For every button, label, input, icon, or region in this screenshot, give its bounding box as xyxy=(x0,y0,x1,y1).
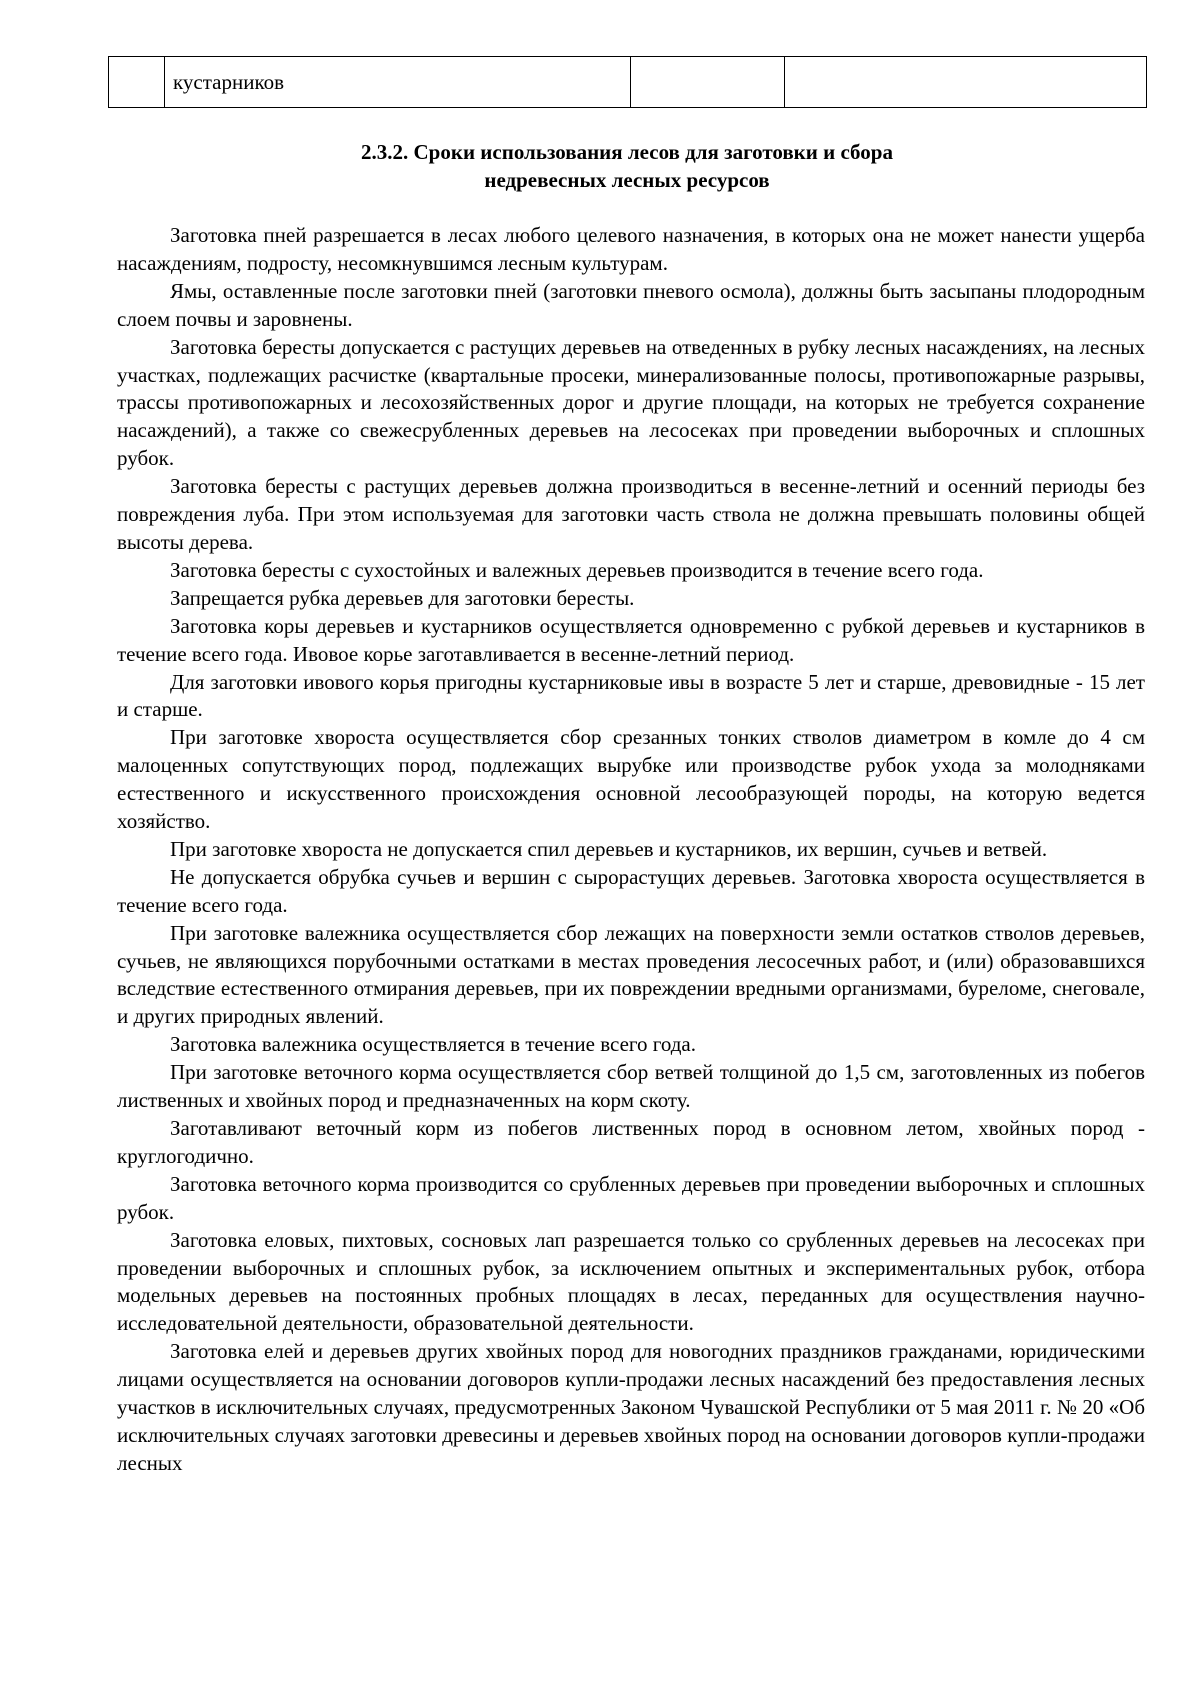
paragraph: Заготовка елей и деревьев других хвойных пород для новогодних праздников гражданами, юридическими лицами осуществляется на основании договоров купли-продажи лесных насаждений без предоставления лесных участков в исключительных случаях, предусмотренных Законом Чувашской Республики от 5 мая 2011 г. № 20 «Об исключительных случаях заготовки древесины и деревьев хвойных пород на основании договоров купли-продажи лесных xyxy=(117,1339,1145,1475)
continuation-table xyxy=(108,56,1147,108)
paragraph: Заготовка валежника осуществляется в течение всего года. xyxy=(170,1032,696,1057)
paragraph: Заготовка бересты допускается с растущих деревьев на отведенных в рубку лесных насаждениях, на лесных участках, подлежащих расчистке (квартальные просеки, минерализованные полосы, противопожарные разрывы, трассы противопожарных и лесохозяйственных дорог и другие площади, на которых не требуется сохранение насаждений), а также со свежесрубленных деревьев на лесосеках при проведении выборочных и сплошных рубок. xyxy=(117,334,1145,471)
paragraph: Не допускается обрубка сучьев и вершин с сырорастущих деревьев. Заготовка хвороста осуществляется в течение всего года. xyxy=(117,864,1145,917)
paragraph: При заготовке хвороста осуществляется сбор срезанных тонких стволов диаметром в комле до 4 см малоценных сопутствующих пород, подлежащих вырубке или производстве рубок ухода за молодняками естественного и искусственного происхождения основной лесообразующей породы, на которую ведется хозяйство. xyxy=(117,725,1145,834)
paragraph: Заготавливают веточный корм из побегов лиственных пород в основном летом, хвойных пород - круглогодично. xyxy=(117,1116,1145,1168)
paragraph: При заготовке хвороста не допускается спил деревьев и кустарников, их вершин, сучьев и ветвей. xyxy=(170,836,1048,861)
paragraph: Заготовка еловых, пихтовых, сосновых лап разрешается только со срубленных деревьев на лесосеках при проведении выборочных и сплошных рубок, за исключением опытных и экспериментальных рубок, отбора модельных деревьев на постоянных пробных площадях в лесах, переданных для осуществления научно-исследовательной деятельности, образовательной деятельности. xyxy=(117,1227,1145,1336)
paragraph: Заготовка бересты с растущих деревьев должна производиться в весенне-летний и осенний периоды без повреждения луба. При этом используемая для заготовки часть ствола не должна превышать половины общей высоты дерева. xyxy=(117,474,1145,554)
section-heading xyxy=(108,138,1146,194)
paragraph: При заготовке валежника осуществляется сбор лежащих на поверхности земли остатков стволов деревьев, сучьев, не являющихся порубочными остатками в местах проведения лесосечных работ, и (или) образовавшихся вследствие естественного отмирания деревьев, при их повреждении вредными организмами, буреломе, снеговале, и других природных явлений. xyxy=(117,920,1145,1029)
paragraph: Заготовка веточного корма производится со срубленных деревьев при проведении выборочных и сплошных рубок. xyxy=(117,1171,1145,1224)
table-cell-value xyxy=(631,57,785,108)
paragraph: Ямы, оставленные после заготовки пней (заготовки пневого осмола), должны быть засыпаны плодородным слоем почвы и заровнены. xyxy=(117,278,1145,331)
paragraph: Заготовка пней разрешается в лесах любого целевого назначения, в которых она не может нанести ущерба насаждениям, подросту, несомкнувшимся лесным культурам. xyxy=(117,223,1145,275)
table-cell-note xyxy=(785,57,1147,108)
section-body xyxy=(117,222,1145,1478)
table-cell-number xyxy=(109,57,165,108)
table-row xyxy=(109,57,1147,108)
paragraph: Заготовка бересты с сухостойных и валежных деревьев производится в течение всего года. xyxy=(170,557,984,582)
paragraph: Запрещается рубка деревьев для заготовки бересты. xyxy=(170,585,635,610)
section-heading-line-1: 2.3.2. Сроки использования лесов для заготовки и сбора xyxy=(361,140,893,164)
section-heading-line-2: недревесных лесных ресурсов xyxy=(484,168,770,192)
paragraph: Для заготовки ивового корья пригодны кустарниковые ивы в возрасте 5 лет и старше, древовидные - 15 лет и старше. xyxy=(117,669,1145,722)
paragraph: При заготовке веточного корма осуществляется сбор ветвей толщиной до 1,5 см, заготовленных из побегов лиственных и хвойных пород и предназначенных на корм скоту. xyxy=(117,1060,1145,1113)
table-cell-name: кустарников xyxy=(165,57,631,108)
paragraph: Заготовка коры деревьев и кустарников осуществляется одновременно с рубкой деревьев и кустарников в течение всего года. Ивовое корье заготавливается в весенне-летний период. xyxy=(117,613,1145,666)
